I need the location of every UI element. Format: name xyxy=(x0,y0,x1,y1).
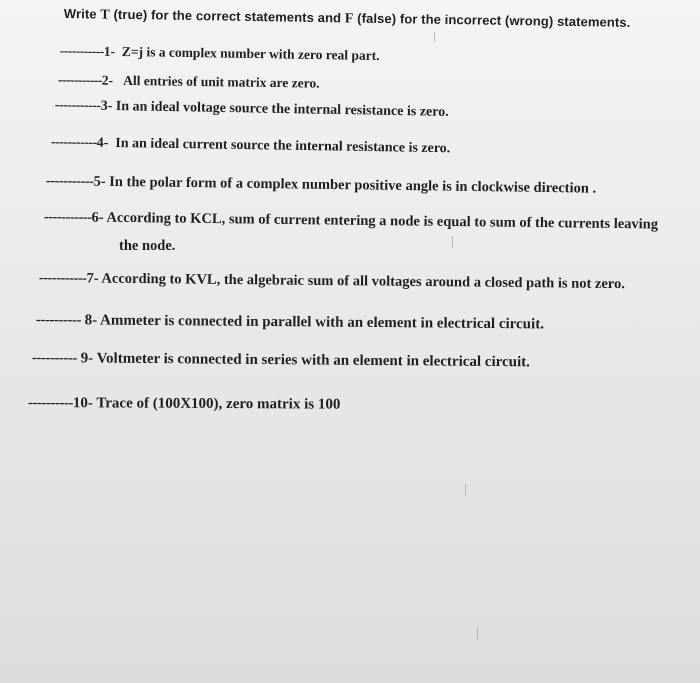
instructions-part1: Write xyxy=(63,6,101,22)
answer-blank[interactable]: ----------- xyxy=(43,209,92,226)
instructions-part3: (false) for the incorrect (wrong) statements. xyxy=(353,10,631,30)
statement-4 xyxy=(51,135,451,157)
statement-text: In the polar form of a complex number positive angle is in clockwise direction . xyxy=(109,173,597,197)
statement-number: 8- xyxy=(84,312,98,329)
statement-number: 4- xyxy=(96,135,109,151)
statement-text: Voltmeter is connected in series with an element in electrical circuit. xyxy=(96,350,531,371)
statement-text: According to KVL, the algebraic sum of all voltages around a closed path is not zero. xyxy=(101,270,625,293)
statement-text: According to KCL, sum of current entering a node is equal to sum of the currents leaving xyxy=(106,209,659,233)
statement-6-continuation: the node. xyxy=(119,238,176,254)
answer-blank[interactable]: ----------- xyxy=(54,98,101,114)
statement-text: All entries of unit matrix are zero. xyxy=(123,72,320,91)
statement-number: 3- xyxy=(100,98,113,115)
instructions-part2: (true) for the correct statements and xyxy=(109,6,345,26)
statement-number: 2- xyxy=(101,72,114,88)
paper-speck xyxy=(434,32,435,42)
statement-number: 6- xyxy=(91,209,104,226)
paper-speck xyxy=(477,626,478,640)
statement-text: In an ideal voltage source the internal resistance is zero. xyxy=(115,99,449,120)
statement-number: 1- xyxy=(103,43,116,59)
answer-blank[interactable]: ----------- xyxy=(38,270,87,287)
statement-text: Ammeter is connected in parallel with an element in electrical circuit. xyxy=(99,312,545,333)
answer-blank[interactable]: ----------- xyxy=(57,72,102,88)
paper-speck xyxy=(465,484,466,496)
statement-text: Z=j is a complex number with zero real part. xyxy=(121,43,380,64)
statement-3 xyxy=(55,98,449,121)
statement-number: 5- xyxy=(93,173,106,190)
statement-1 xyxy=(60,43,380,64)
answer-blank[interactable]: ---------- xyxy=(31,350,77,367)
statement-text: In an ideal current source the internal resistance is zero. xyxy=(115,136,451,157)
true-letter: T xyxy=(100,7,110,23)
answer-blank[interactable]: ---------- xyxy=(35,312,81,329)
statement-9 xyxy=(32,350,530,371)
statement-6 xyxy=(44,209,658,234)
false-letter: F xyxy=(344,11,354,27)
statement-text: Trace of (100X100), zero matrix is 100 xyxy=(96,395,341,413)
statement-5 xyxy=(46,173,596,198)
statement-7 xyxy=(39,270,625,293)
answer-blank[interactable]: ---------- xyxy=(27,395,73,412)
answer-blank[interactable]: ----------- xyxy=(45,173,94,190)
answer-blank[interactable]: ----------- xyxy=(59,43,104,59)
statement-10 xyxy=(28,395,340,414)
statement-number: 9- xyxy=(80,350,94,367)
statement-number: 7- xyxy=(86,270,99,287)
instructions-heading xyxy=(64,6,684,33)
answer-blank[interactable]: ----------- xyxy=(50,135,97,151)
paper-speck xyxy=(452,236,453,248)
statement-8 xyxy=(36,312,544,333)
statement-2 xyxy=(58,72,320,92)
statement-number: 10- xyxy=(72,395,93,412)
